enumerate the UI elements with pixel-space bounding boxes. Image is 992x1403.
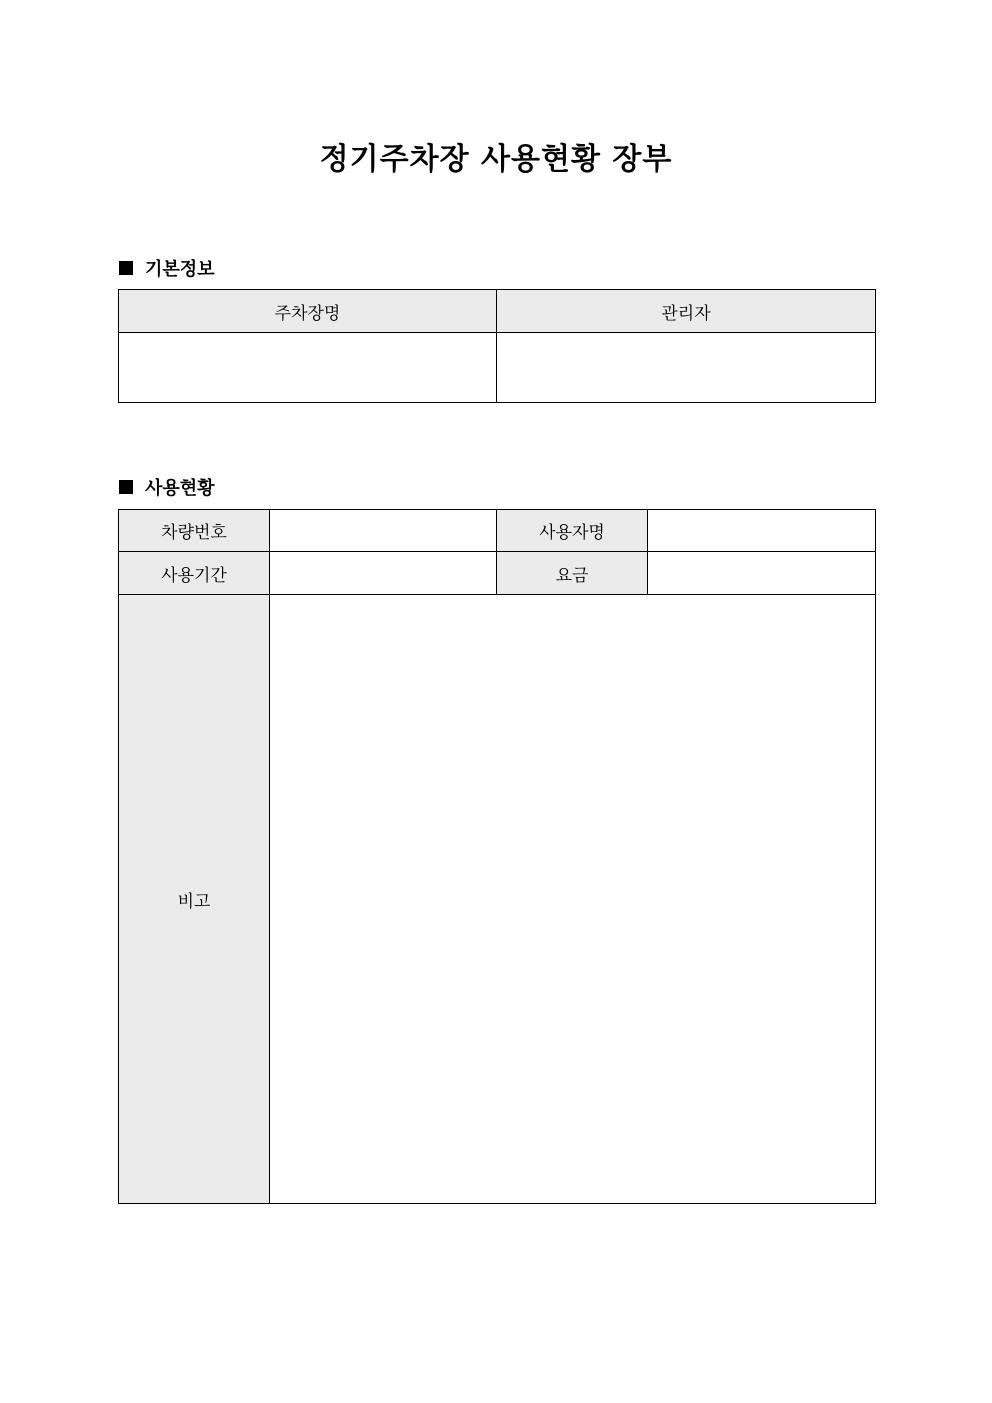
fee-label: 요금 [497, 552, 648, 595]
manager-cell[interactable] [497, 333, 876, 403]
square-bullet-icon [119, 480, 133, 494]
vehicle-number-label: 차량번호 [119, 510, 270, 552]
remarks-cell[interactable] [270, 595, 876, 1204]
parking-lot-name-header: 주차장명 [119, 290, 497, 333]
section-usage-label: 사용현황 [145, 478, 215, 499]
parking-lot-name-input[interactable] [119, 358, 496, 377]
usage-period-cell[interactable] [270, 552, 497, 595]
user-name-label: 사용자명 [497, 510, 648, 552]
fee-input[interactable] [648, 563, 875, 582]
square-bullet-icon [119, 261, 133, 275]
manager-header: 관리자 [497, 290, 876, 333]
parking-lot-name-cell[interactable] [119, 333, 497, 403]
remarks-label: 비고 [119, 595, 270, 1204]
basic-info-table [118, 289, 876, 403]
vehicle-number-input[interactable] [270, 521, 496, 540]
page-title: 정기주차장 사용현황 장부 [319, 142, 673, 177]
section-basic-info-heading [119, 255, 215, 281]
manager-input[interactable] [497, 358, 875, 377]
user-name-input[interactable] [648, 521, 875, 540]
usage-period-label: 사용기간 [119, 552, 270, 595]
fee-cell[interactable] [648, 552, 876, 595]
usage-table [118, 509, 876, 1204]
remarks-textarea[interactable] [270, 870, 875, 924]
section-basic-info-label: 기본정보 [145, 259, 215, 280]
usage-period-input[interactable] [270, 563, 496, 582]
user-name-cell[interactable] [648, 510, 876, 552]
section-usage-heading [119, 474, 215, 500]
vehicle-number-cell[interactable] [270, 510, 497, 552]
